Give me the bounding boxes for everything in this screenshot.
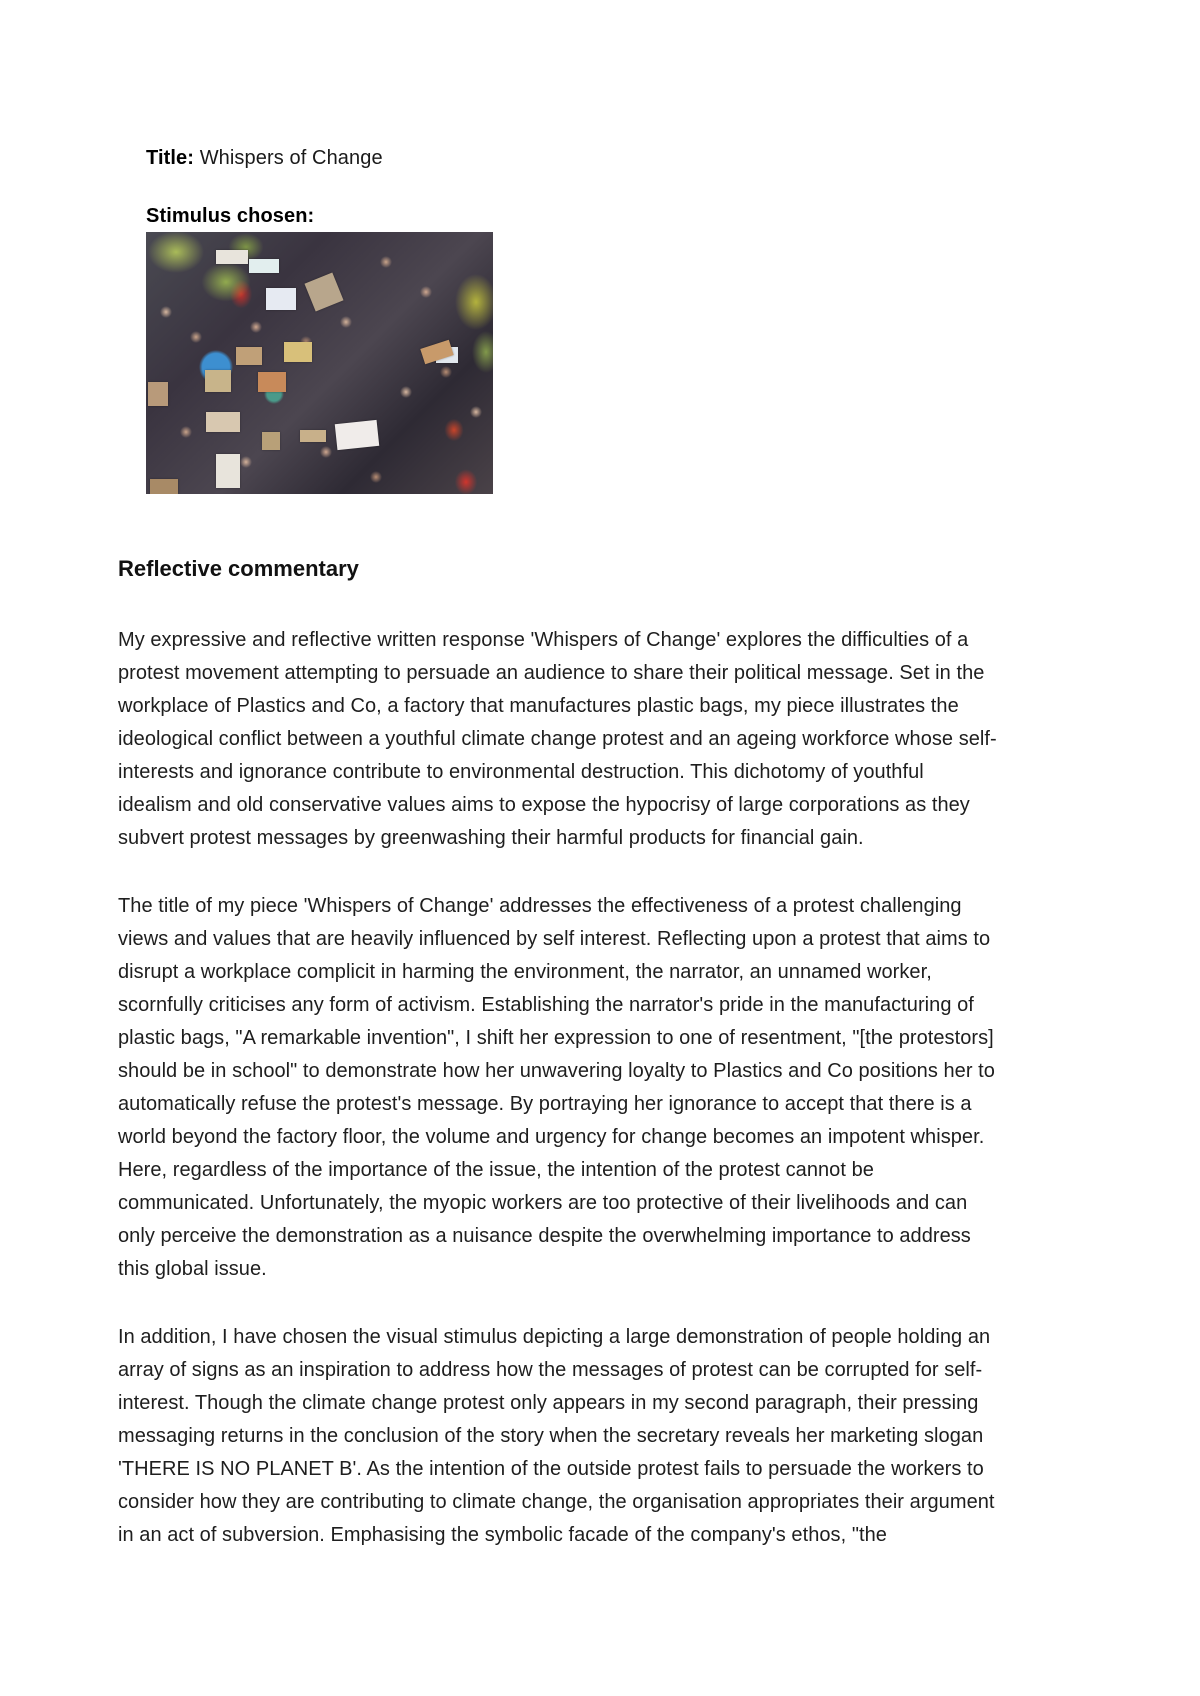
text-line: world beyond the factory floor, the volume and urgency for change becomes an impotent whisper. [118,1126,985,1148]
protest-sign [304,272,343,311]
commentary-paragraph-2 [118,890,1098,1286]
text-line: plastic bags, "A remarkable invention", I shift her expression to one of resentment, "[the protestors] [118,1027,994,1049]
protest-sign [216,250,248,264]
protest-sign [150,479,178,494]
text-line: array of signs as an inspiration to address how the messages of protest can be corrupted for self- [118,1359,983,1381]
protest-sign [205,370,231,392]
text-line: Here, regardless of the importance of the issue, the intention of the protest cannot be [118,1159,874,1181]
protest-sign [335,420,379,450]
text-line: views and values that are heavily influenced by self interest. Reflecting upon a protest that aims to [118,928,991,950]
title-value: Whispers of Change [199,147,383,169]
protest-sign [249,259,279,273]
commentary-paragraph-3 [118,1321,1098,1552]
section-heading: Reflective commentary [118,556,359,581]
text-line: this global issue. [118,1258,267,1280]
text-line: in an act of subversion. Emphasising the symbolic facade of the company's ethos, "the [118,1524,887,1546]
commentary-paragraph-1 [118,624,1098,855]
text-line: should be in school" to demonstrate how her unwavering loyalty to Plastics and Co positions her to [118,1060,995,1082]
stimulus-label: Stimulus chosen: [146,205,315,227]
protest-sign [216,454,240,488]
protest-sign [258,372,286,392]
text-line: ideological conflict between a youthful climate change protest and an ageing workforce whose self- [118,728,997,750]
text-line: protest movement attempting to persuade an audience to share their political message. Set in the [118,662,985,684]
text-line: automatically refuse the protest's message. By portraying her ignorance to accept that there is a [118,1093,972,1115]
protest-sign [262,432,280,450]
text-line: In addition, I have chosen the visual stimulus depicting a large demonstration of people holding an [118,1326,991,1348]
protest-sign [266,288,296,310]
protest-sign [148,382,168,406]
text-line: interest. Though the climate change protest only appears in my second paragraph, their pressing [118,1392,979,1414]
protest-sign [284,342,312,362]
protest-sign [236,347,262,365]
stimulus-line [146,204,314,228]
text-line: My expressive and reflective written response 'Whispers of Change' explores the difficulties of a [118,629,969,651]
text-line: disrupt a workplace complicit in harming the environment, the narrator, an unnamed worker, [118,961,932,983]
text-line: messaging returns in the conclusion of the story when the secretary reveals her marketing slogan [118,1425,984,1447]
protest-sign [300,430,326,442]
text-line: interests and ignorance contribute to environmental destruction. This dichotomy of youthful [118,761,924,783]
title-line [146,146,383,170]
protest-sign [206,412,240,432]
text-line: consider how they are contributing to climate change, the organisation appropriates their argument [118,1491,995,1513]
text-line: workplace of Plastics and Co, a factory that manufactures plastic bags, my piece illustrates the [118,695,959,717]
stimulus-photo [146,232,493,494]
title-label: Title: [146,147,195,169]
text-line: communicated. Unfortunately, the myopic workers are too protective of their livelihoods and can [118,1192,968,1214]
text-line: only perceive the demonstration as a nuisance despite the overwhelming importance to address [118,1225,971,1247]
text-line: subvert protest messages by greenwashing their harmful products for financial gain. [118,827,864,849]
text-line: The title of my piece 'Whispers of Change' addresses the effectiveness of a protest challenging [118,895,962,917]
text-line: idealism and old conservative values aims to expose the hypocrisy of large corporations as they [118,794,970,816]
text-line: 'THERE IS NO PLANET B'. As the intention of the outside protest fails to persuade the workers to [118,1458,984,1480]
text-line: scornfully criticises any form of activism. Establishing the narrator's pride in the manufacturing of [118,994,974,1016]
